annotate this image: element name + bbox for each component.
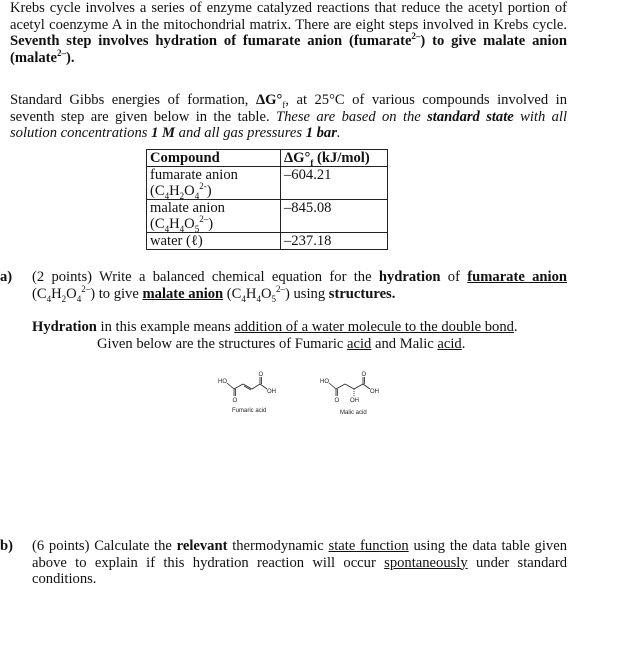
table-row: water (ℓ) –237.18 xyxy=(147,233,388,250)
structures-intro: Given below are the structures of Fumaric acid and Malic acid. xyxy=(97,336,466,352)
part-a-question: (2 points) Write a balanced chemical equation for the hydration of fumarate anion $(C_4H_2O_4^{2-})$ to give malate anion $(C_4H_4O_5^{2-})$ using structures. xyxy=(32,269,567,304)
part-b-label: b) xyxy=(0,538,13,554)
o-label: O xyxy=(258,372,264,378)
fumaric-acid-caption: Fumaric acid xyxy=(232,408,267,414)
malic-acid-caption: Malic acid xyxy=(340,410,367,416)
o-label: O xyxy=(232,398,238,404)
seventh-step-statement: Seventh step involves hydration of fumarate anion (fumarate$^{2-}$) to give malate anion (malate$^{2-}$). xyxy=(10,31,567,66)
svg-text:OH: OH xyxy=(350,398,359,404)
table-row: fumarate anion $(C_4H_2O_4^{2-})$ –604.21 xyxy=(147,167,388,200)
malic-acid-structure xyxy=(315,368,405,418)
part-a-label: a) xyxy=(0,269,13,285)
hydration-definition: Hydration in this example means addition of a water molecule to the double bond. xyxy=(32,319,518,335)
part-b-question: (6 points) Calculate the relevant thermodynamic state function using the data table given above to explain if this hydration reaction will occur spontaneously under standard conditions. xyxy=(32,538,567,588)
gibbs-energy-table xyxy=(146,149,388,250)
header-compound: Compound xyxy=(147,150,281,167)
fumaric-acid-structure xyxy=(210,368,290,418)
header-dgf: $\Delta G^\circ_f$ (kJ/mol) xyxy=(281,150,388,167)
table-header-row xyxy=(147,150,388,167)
table-row: malate anion $(C_4H_4O_5^{2-})$ –845.08 xyxy=(147,200,388,233)
svg-text:HO: HO xyxy=(320,379,329,385)
svg-text:O: O xyxy=(361,372,367,378)
svg-text:OH: OH xyxy=(370,389,379,395)
svg-text:O: O xyxy=(334,398,340,404)
ho-label: HO xyxy=(218,379,227,385)
oh-label: OH xyxy=(267,389,276,395)
gibbs-paragraph: Standard Gibbs energies of formation, $\Delta G^\circ_f$, at 25°C of various compounds involved in seventh step are given below in the table. These are based on the standard state with all solution concentrations 1 M and all gas pressures 1 bar. xyxy=(10,92,568,142)
intro-paragraph: Krebs cycle involves a series of enzyme catalyzed reactions that reduce the acetyl portion of acetyl coenzyme A in the mitochondrial matrix. There are eight steps involved in Krebs cycle. Seventh step involves hydration of fumarate anion (fumarate$^{2-}$) to give malate anion (malate$^{2-}$). xyxy=(10,0,567,66)
